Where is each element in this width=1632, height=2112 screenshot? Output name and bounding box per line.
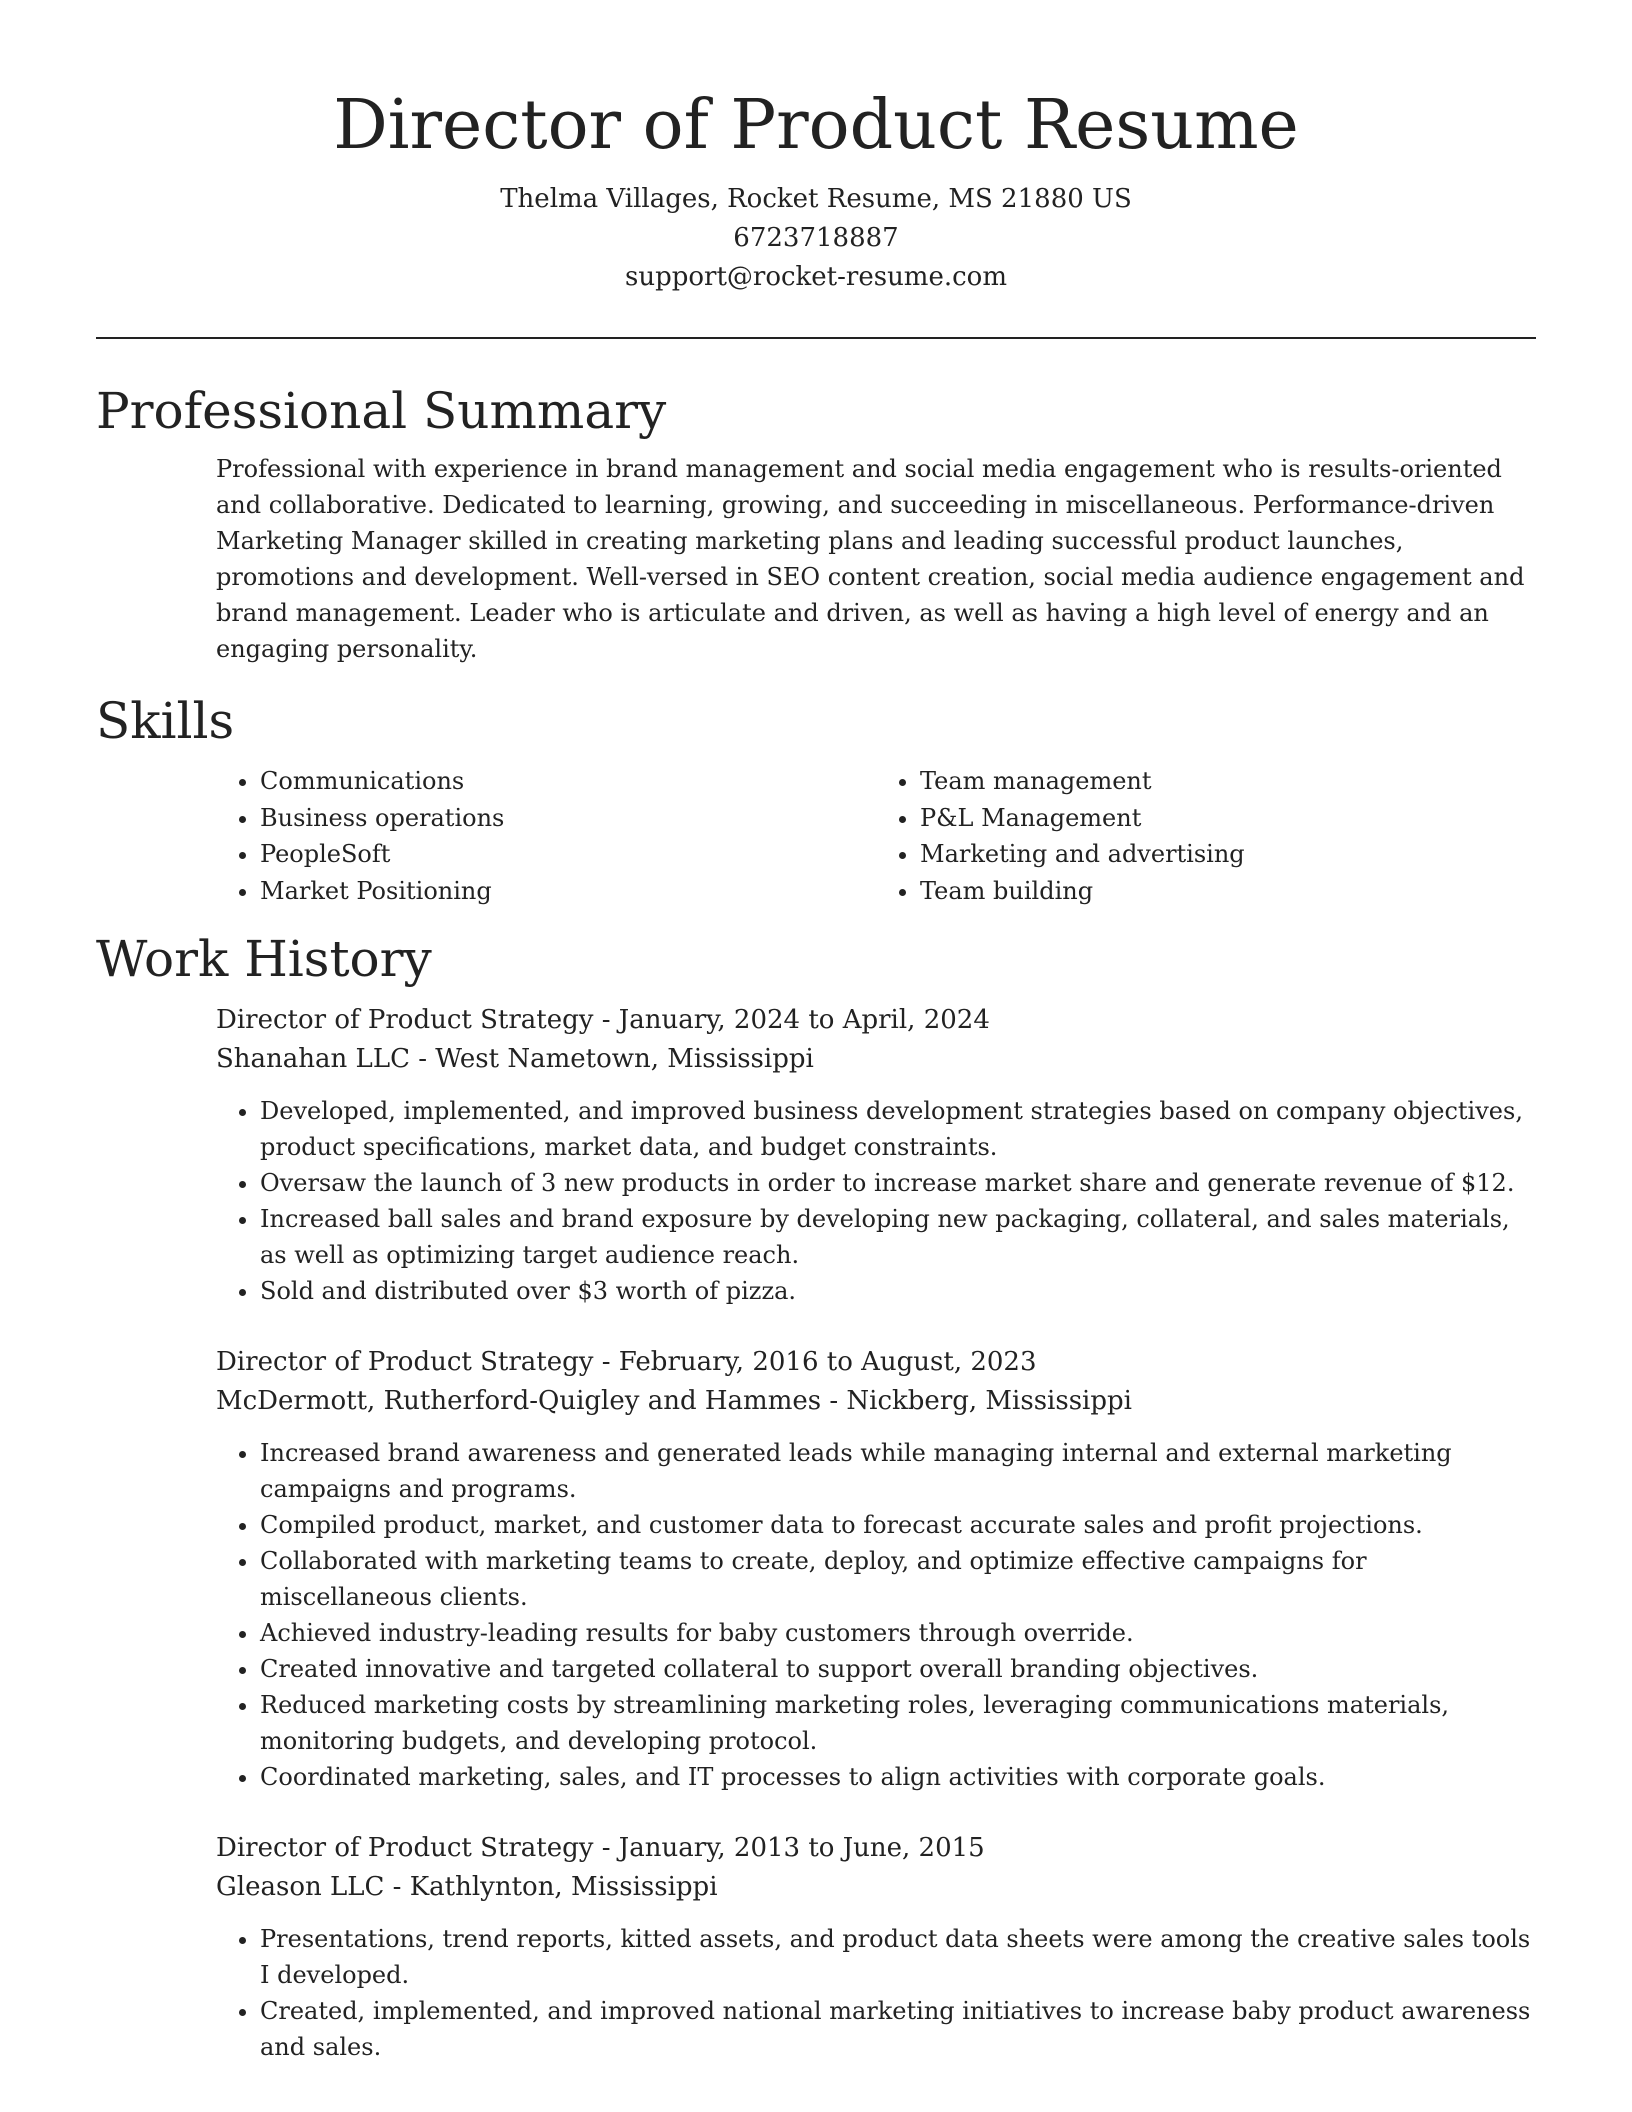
skills-heading: Skills <box>96 692 235 750</box>
job-bullet: • Reduced marketing costs by streamlining marketing roles, leveraging communications materials, monitoring budgets, and developing protocol. <box>260 1687 1536 1759</box>
job-company: Gleason LLC <box>216 1872 385 1902</box>
job-bullet: • Sold and distributed over $3 worth of pizza. <box>260 1273 1536 1309</box>
job-bullet: • Developed, implemented, and improved business development strategies based on company objectives, product specifications, market data, and budget constraints. <box>260 1093 1536 1165</box>
job-bullet: • Created innovative and targeted collateral to support overall branding objectives. <box>260 1651 1536 1687</box>
job-bullet: • Increased brand awareness and generated leads while managing internal and external marketing campaigns and programs. <box>260 1435 1536 1507</box>
contact-address: Thelma Villages, Rocket Resume, MS 21880 US <box>500 184 1132 214</box>
job-entry <box>216 1001 1536 1309</box>
job-dates: - January, 2013 to June, 2015 <box>593 1833 985 1863</box>
job-bullet: • Collaborated with marketing teams to create, deploy, and optimize effective campaigns for miscellaneous clients. <box>260 1543 1536 1615</box>
job-bullet: • Coordinated marketing, sales, and IT processes to align activities with corporate goals. <box>260 1759 1536 1795</box>
job-bullet: • Achieved industry-leading results for baby customers through override. <box>260 1615 1536 1651</box>
job-title: Director of Product Strategy <box>216 1833 594 1863</box>
job-entry <box>216 1829 1536 2065</box>
job-bullet: • Presentations, trend reports, kitted assets, and product data sheets were among the creative sales tools I developed. <box>260 1921 1536 1993</box>
job-bullets <box>216 1093 1536 1309</box>
job-company: McDermott, Rutherford-Quigley and Hammes <box>216 1386 822 1416</box>
job-title-line <box>216 1001 1536 1040</box>
job-company-line <box>216 1382 1536 1421</box>
job-dates: - February, 2016 to August, 2023 <box>593 1347 1037 1377</box>
job-bullet: • Compiled product, market, and customer data to forecast accurate sales and profit projections. <box>260 1507 1536 1543</box>
skill-item: • Market Positioning <box>260 873 876 910</box>
summary-section <box>96 381 1536 667</box>
header-divider <box>96 337 1536 339</box>
job-title-line <box>216 1343 1536 1382</box>
job-bullet: • Created, implemented, and improved national marketing initiatives to increase baby product awareness and sales. <box>260 1993 1536 2065</box>
job-location: - Kathlynton, Mississippi <box>384 1872 718 1902</box>
skill-item: • Team building <box>920 873 1536 910</box>
job-dates: - January, 2024 to April, 2024 <box>593 1005 990 1035</box>
job-location: - West Nametown, Mississippi <box>409 1044 814 1074</box>
skill-item: • Marketing and advertising <box>920 836 1536 873</box>
job-location: - Nickberg, Mississippi <box>821 1386 1132 1416</box>
work-history-section <box>96 929 1536 2065</box>
job-bullet: • Oversaw the launch of 3 new products in order to increase market share and generate revenue of $12. <box>260 1165 1536 1201</box>
skill-item: • Communications <box>260 763 876 800</box>
job-company-line <box>216 1868 1536 1907</box>
summary-text: Professional with experience in brand management and social media engagement who is results-oriented and collaborative. Dedicated to learning, growing, and succeeding in miscellaneous. Performance-driven Marketing Manager skilled in creating marketing plans and leading successful product launches, promotions and development. Well-versed in SEO content creation, social media audience engagement and brand management. Leader who is articulate and driven, as well as having a high level of energy and an engaging personality. <box>216 455 1525 663</box>
contact-info <box>96 180 1536 297</box>
job-title: Director of Product Strategy <box>216 1005 594 1035</box>
work-history-heading: Work History <box>96 930 432 988</box>
job-company: Shanahan LLC <box>216 1044 410 1074</box>
skills-list <box>216 763 1536 909</box>
contact-email: support@rocket-resume.com <box>624 262 1007 292</box>
job-bullets <box>216 1921 1536 2065</box>
skill-item: • Business operations <box>260 800 876 837</box>
resume-title: Director of Product Resume <box>333 86 1299 165</box>
skill-item: • P&L Management <box>920 800 1536 837</box>
job-title-line <box>216 1829 1536 1868</box>
job-title: Director of Product Strategy <box>216 1347 594 1377</box>
skill-item: • PeopleSoft <box>260 836 876 873</box>
skills-column-left <box>216 763 876 909</box>
skills-section <box>96 691 1536 909</box>
job-company-line <box>216 1040 1536 1079</box>
contact-phone: 6723718887 <box>733 223 899 253</box>
job-bullets <box>216 1435 1536 1795</box>
skill-item: • Team management <box>920 763 1536 800</box>
job-bullet: • Increased ball sales and brand exposure by developing new packaging, collateral, and sales materials, as well as optimizing target audience reach. <box>260 1201 1536 1273</box>
resume-page <box>96 0 1536 2065</box>
job-entry <box>216 1343 1536 1795</box>
summary-heading: Professional Summary <box>96 382 667 440</box>
skills-column-right <box>876 763 1536 909</box>
